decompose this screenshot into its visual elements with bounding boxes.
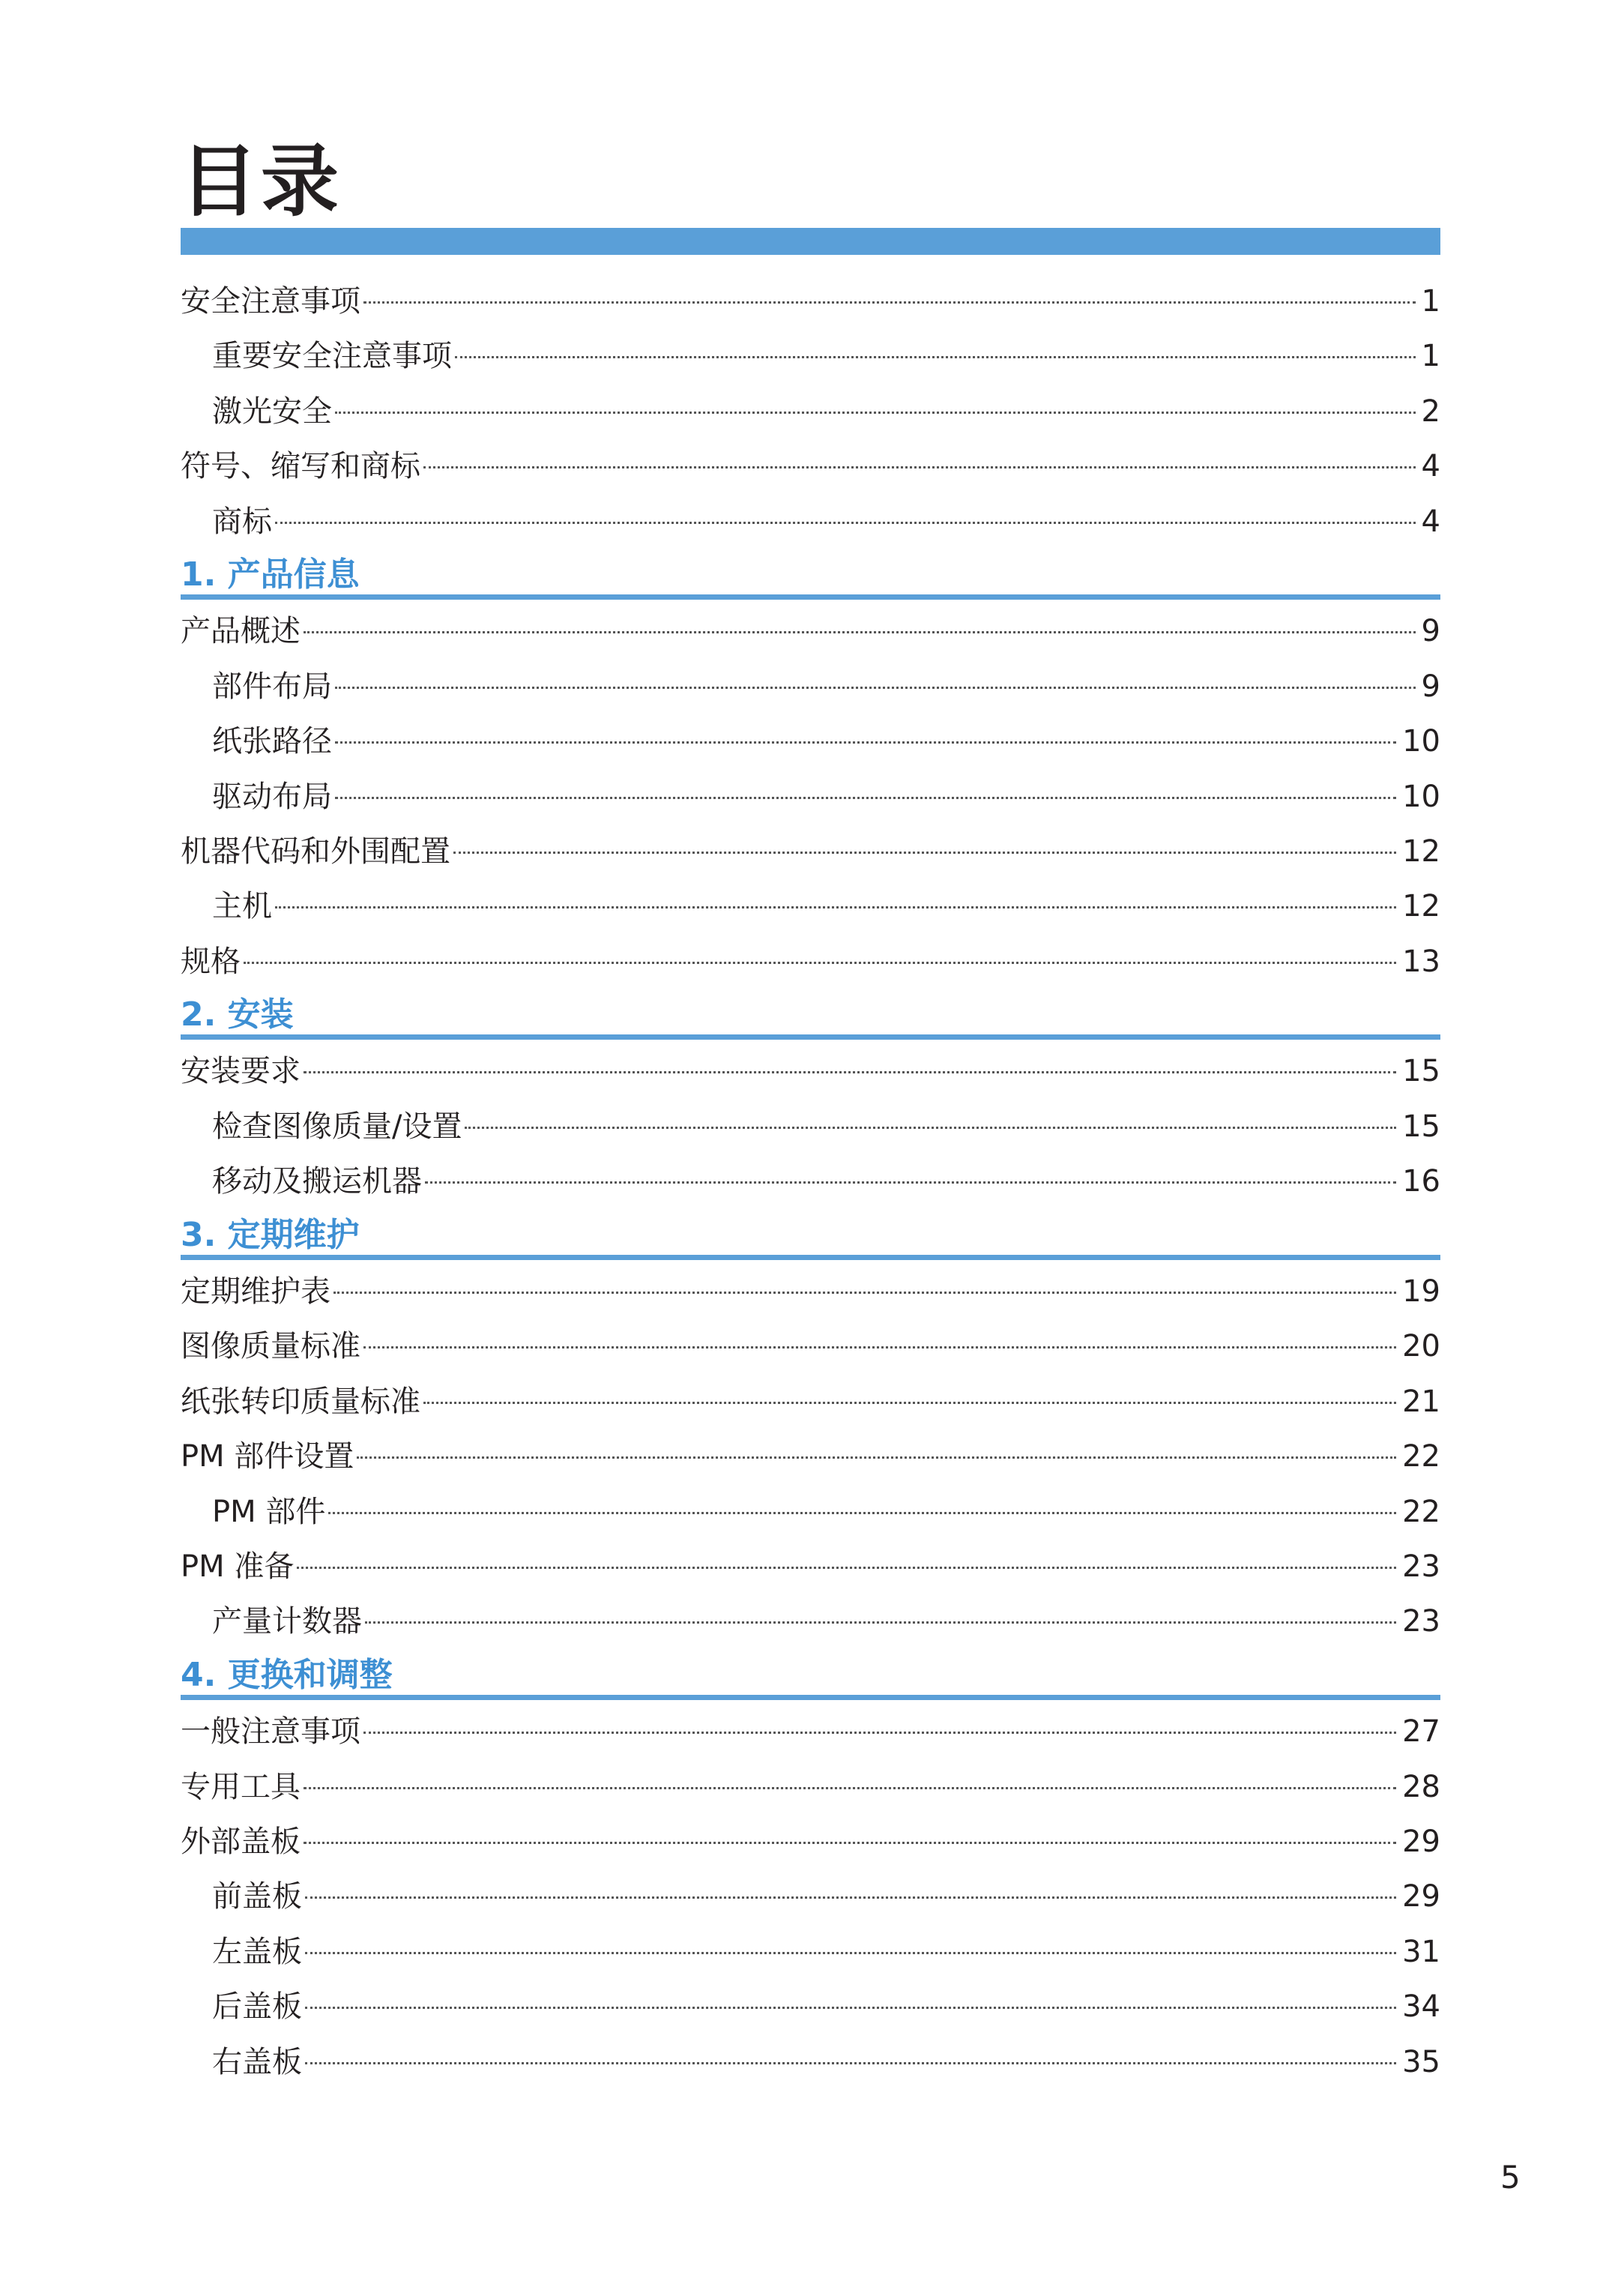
dot-leader [305, 1952, 1396, 1954]
toc-entry[interactable] [181, 825, 1440, 879]
title-rule [181, 228, 1440, 255]
toc-entry[interactable] [181, 274, 1440, 329]
toc-entry-label: 右盖板 [212, 2044, 302, 2079]
toc-entry-label: 专用工具 [181, 1769, 301, 1804]
toc-entry-label: 纸张路径 [212, 724, 332, 759]
dot-leader [305, 2007, 1396, 2009]
dot-leader [335, 797, 1396, 799]
chapter-rule [181, 1034, 1440, 1040]
dot-leader [304, 1071, 1396, 1073]
dot-leader [423, 466, 1416, 468]
toc-entry[interactable] [181, 1760, 1440, 1815]
toc-entry-page: 12 [1402, 889, 1440, 924]
toc-entry-page: 9 [1421, 614, 1440, 649]
dot-leader [328, 1512, 1396, 1514]
toc-entry[interactable] [181, 329, 1440, 384]
chapter-rule [181, 1695, 1440, 1700]
toc-entry[interactable] [181, 1485, 1440, 1540]
dot-leader [363, 1346, 1396, 1349]
chapter-title: 2. 安装 [181, 995, 294, 1034]
toc-entry[interactable] [181, 439, 1440, 494]
toc-entry-label: 符号、缩写和商标 [181, 449, 420, 484]
toc-entry[interactable] [181, 1375, 1440, 1429]
toc-entry-page: 10 [1402, 724, 1440, 759]
toc-entry[interactable] [181, 1980, 1440, 2034]
toc-entry-label: 驱动布局 [212, 779, 332, 814]
toc-entry[interactable] [181, 604, 1440, 659]
dot-leader [335, 687, 1416, 689]
dot-leader [275, 906, 1396, 909]
toc-entry-page: 1 [1421, 339, 1440, 374]
toc-entry-page: 10 [1402, 779, 1440, 814]
toc-entry-page: 15 [1402, 1054, 1440, 1089]
dot-leader [425, 1181, 1396, 1184]
dot-leader [455, 356, 1416, 358]
toc-entry-label: PM 部件设置 [181, 1439, 354, 1474]
toc-entry[interactable] [181, 1540, 1440, 1594]
table-of-contents [181, 274, 1440, 2090]
toc-entry-page: 4 [1421, 449, 1440, 484]
toc-entry[interactable] [181, 1869, 1440, 1924]
chapter-rule [181, 1255, 1440, 1260]
dot-leader [305, 2062, 1396, 2064]
toc-entry-page: 12 [1402, 834, 1440, 869]
toc-entry[interactable] [181, 1594, 1440, 1649]
toc-entry[interactable] [181, 660, 1440, 714]
toc-entry-page: 4 [1421, 504, 1440, 539]
chapter-heading[interactable] [181, 549, 1440, 604]
dot-leader [297, 1567, 1396, 1569]
toc-entry-label: 图像质量标准 [181, 1329, 360, 1364]
toc-entry-page: 23 [1402, 1604, 1440, 1639]
toc-entry-page: 21 [1402, 1384, 1440, 1419]
toc-entry-label: 外部盖板 [181, 1824, 301, 1859]
toc-entry-label: 移动及搬运机器 [212, 1164, 422, 1199]
toc-entry-label: 机器代码和外围配置 [181, 834, 450, 869]
toc-entry[interactable] [181, 1265, 1440, 1319]
toc-entry[interactable] [181, 1100, 1440, 1154]
dot-leader [304, 1842, 1396, 1844]
page-title: 目录 [180, 136, 342, 227]
toc-entry-label: PM 部件 [212, 1494, 326, 1529]
dot-leader [304, 631, 1416, 633]
toc-entry-label: 重要安全注意事项 [212, 339, 452, 374]
toc-entry-page: 27 [1402, 1714, 1440, 1750]
toc-entry[interactable] [181, 1925, 1440, 1980]
dot-leader [363, 1732, 1396, 1734]
dot-leader [363, 301, 1416, 304]
toc-entry-page: 22 [1402, 1439, 1440, 1474]
dot-leader [304, 1787, 1396, 1789]
toc-entry-page: 19 [1402, 1274, 1440, 1310]
toc-entry[interactable] [181, 1154, 1440, 1209]
chapter-title: 4. 更换和调整 [181, 1655, 393, 1694]
dot-leader [305, 1896, 1396, 1899]
toc-entry[interactable] [181, 1815, 1440, 1869]
page-number: 5 [1500, 2159, 1521, 2196]
toc-entry[interactable] [181, 495, 1440, 549]
toc-entry-page: 9 [1421, 669, 1440, 704]
toc-entry-page: 20 [1402, 1329, 1440, 1364]
toc-entry-label: 前盖板 [212, 1879, 302, 1914]
dot-leader [465, 1127, 1396, 1129]
dot-leader [335, 412, 1416, 414]
toc-entry-label: 产品概述 [181, 614, 301, 649]
toc-entry-label: 安全注意事项 [181, 284, 360, 319]
toc-entry-label: PM 准备 [181, 1549, 295, 1584]
toc-entry[interactable] [181, 714, 1440, 769]
toc-entry-label: 激光安全 [212, 394, 332, 429]
toc-entry-page: 29 [1402, 1824, 1440, 1859]
toc-entry[interactable] [181, 1705, 1440, 1759]
toc-entry-page: 28 [1402, 1769, 1440, 1804]
toc-entry-label: 检查图像质量/设置 [212, 1109, 462, 1144]
dot-leader [335, 741, 1396, 744]
toc-entry-label: 左盖板 [212, 1934, 302, 1969]
dot-leader [423, 1402, 1396, 1404]
dot-leader [365, 1621, 1396, 1624]
dot-leader [244, 962, 1396, 964]
toc-entry-page: 34 [1402, 1989, 1440, 2025]
chapter-heading[interactable] [181, 1210, 1440, 1265]
toc-entry-label: 规格 [181, 944, 241, 979]
toc-entry[interactable] [181, 770, 1440, 825]
toc-entry-label: 安装要求 [181, 1054, 301, 1089]
toc-entry[interactable] [181, 1429, 1440, 1484]
toc-entry-page: 35 [1402, 2044, 1440, 2079]
toc-entry-label: 产量计数器 [212, 1604, 362, 1639]
chapter-heading[interactable] [181, 1650, 1440, 1705]
dot-leader [275, 522, 1416, 524]
toc-entry-label: 商标 [212, 504, 272, 539]
toc-entry-page: 13 [1402, 944, 1440, 979]
toc-entry-page: 23 [1402, 1549, 1440, 1584]
toc-entry[interactable] [181, 879, 1440, 934]
chapter-title: 1. 产品信息 [181, 555, 360, 594]
toc-entry-label: 主机 [212, 889, 272, 924]
dot-leader [357, 1456, 1396, 1459]
toc-entry-page: 22 [1402, 1494, 1440, 1529]
toc-entry-page: 16 [1402, 1164, 1440, 1199]
dot-leader [453, 852, 1396, 854]
chapter-rule [181, 594, 1440, 600]
toc-entry[interactable] [181, 385, 1440, 439]
toc-entry-page: 2 [1421, 394, 1440, 429]
toc-entry[interactable] [181, 1044, 1440, 1099]
toc-entry-page: 1 [1421, 284, 1440, 319]
toc-entry[interactable] [181, 935, 1440, 989]
chapter-title: 3. 定期维护 [181, 1215, 360, 1254]
toc-entry-label: 部件布局 [212, 669, 332, 704]
toc-entry-page: 15 [1402, 1109, 1440, 1144]
toc-entry-page: 29 [1402, 1879, 1440, 1914]
chapter-heading[interactable] [181, 989, 1440, 1044]
toc-entry-label: 一般注意事项 [181, 1714, 360, 1750]
toc-entry[interactable] [181, 2035, 1440, 2090]
dot-leader [333, 1292, 1396, 1294]
toc-entry[interactable] [181, 1319, 1440, 1374]
toc-entry-label: 纸张转印质量标准 [181, 1384, 420, 1419]
toc-entry-label: 定期维护表 [181, 1274, 330, 1310]
toc-entry-page: 31 [1402, 1934, 1440, 1969]
toc-entry-label: 后盖板 [212, 1989, 302, 2025]
